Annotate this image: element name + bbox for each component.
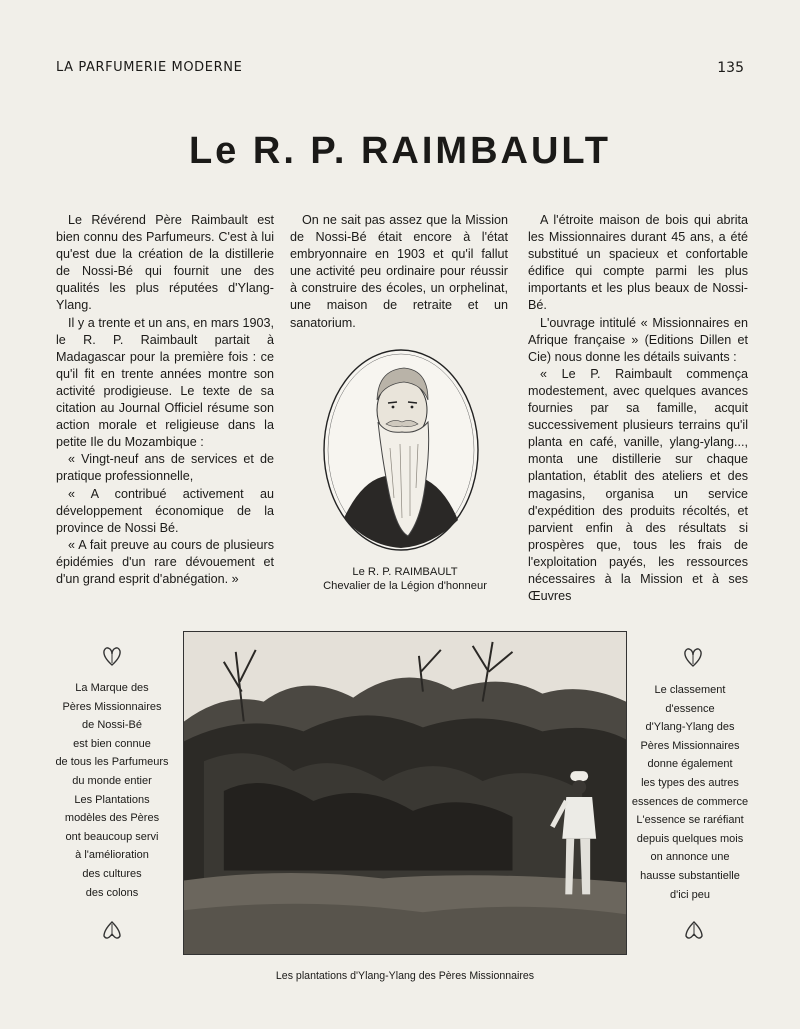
sidebar-line: L'essence se raréfiant — [636, 814, 744, 827]
sidebar-line: de tous les Parfumeurs — [55, 756, 169, 769]
right-column — [528, 212, 748, 605]
sidebar-line: d'ici peu — [669, 888, 710, 901]
leaf-ornament-icon — [101, 920, 123, 942]
portrait-caption-name: Le R. P. RAIMBAULT — [352, 566, 458, 578]
middle-column — [290, 212, 508, 332]
publication-header: LA PARFUMERIE MODERNE — [56, 60, 243, 75]
paragraph: Il y a trente et un ans, en mars 1903, le R. P. Raimbault partait à Madagascar pour la première fois : ce qu'il fit en trente années montre son activité prodigieuse. Le texte de sa citation au Journal Officiel résume son action morale et religieuse dans la petite Ile du Mozambique : — [56, 315, 274, 450]
sidebar-line: des cultures — [82, 867, 142, 880]
paragraph: « Vingt-neuf ans de services et de pratique professionnelle, — [56, 452, 274, 484]
sidebar-line: hausse substantielle — [640, 869, 740, 882]
sidebar-line: ont beaucoup servi — [65, 830, 159, 843]
page-number: 135 — [717, 60, 744, 76]
article-title: Le R. P. RAIMBAULT — [188, 130, 612, 172]
sidebar-line: est bien connue — [73, 737, 151, 750]
sidebar-line: les types des autres — [641, 776, 739, 789]
paragraph: « A fait preuve au cours de plusieurs épidémies d'un rare dévouement et d'un grand esprit d'abnégation. » — [56, 537, 274, 586]
sidebar-line: depuis quelques mois — [636, 832, 744, 845]
portrait-image — [322, 348, 480, 552]
sidebar-line: Le classement — [654, 684, 726, 696]
right-sidebar-box — [628, 681, 752, 904]
sidebar-line: du monde entier — [72, 774, 152, 787]
sidebar-line: d'Ylang-Ylang des — [645, 721, 735, 734]
paragraph: L'ouvrage intitulé « Missionnaires en Afrique française » (Editions Dillen et Cie) nous donne les détails suivants : — [528, 315, 748, 364]
plantation-photo — [183, 631, 627, 955]
left-sidebar-box — [50, 679, 174, 902]
left-column — [56, 212, 274, 588]
paragraph: « A contribué activement au développement économique de la province de Nossi Bé. — [56, 486, 274, 535]
sidebar-line: à l'amélioration — [75, 849, 149, 862]
sidebar-line: La Marque des — [75, 682, 149, 694]
sidebar-line: de Nossi-Bé — [82, 719, 142, 732]
sidebar-line: d'essence — [665, 702, 715, 715]
paragraph: On ne sait pas assez que la Mission de Nossi-Bé était encore à l'état embryonnaire en 1903 et qu'il fallut une activité peu ordinaire pour réussir à construire des écoles, un orphelinat, une maison de retraite et un sanatorium. — [290, 213, 508, 330]
leaf-ornament-icon — [683, 920, 705, 942]
photo-caption: Les plantations d'Ylang-Ylang des Pères Missionnaires — [275, 970, 535, 982]
sidebar-line: Pères Missionnaires — [62, 700, 162, 713]
heart-ornament-icon — [682, 646, 704, 668]
paragraph: « Le P. Raimbault commença modestement, avec quelques avances fournies par sa famille, acquit successivement plusieurs terrains qu'il planta en café, vanille, ylang-ylang..., monta une distillerie sur chaque plantation, établit des ateliers et des magasins, organisa un service d'expédition des produits récoltés, et parvient enfin à des résultats si prospères que, tous les frais de l'exploitation payés, les ressources nécessaires à la Mission et à ses Œuvres — [528, 366, 748, 604]
heart-ornament-icon — [101, 645, 123, 667]
sidebar-line: donne également — [647, 758, 733, 771]
sidebar-line: Les Plantations — [74, 793, 150, 806]
paragraph: A l'étroite maison de bois qui abrita les Missionnaires durant 45 ans, a été substitué un spacieux et confortable édifice qui compte parmi les plus importants et les plus beaux de Nossi-Bé. — [528, 213, 748, 313]
portrait-caption-honor: Chevalier de la Légion d'honneur — [323, 580, 487, 592]
sidebar-line: modèles des Pères — [64, 812, 160, 825]
sidebar-line: des colons — [85, 886, 139, 899]
portrait-caption — [300, 565, 510, 593]
sidebar-line: Pères Missionnaires — [640, 739, 740, 752]
paragraph: Le Révérend Père Raimbault est bien connu des Parfumeurs. C'est à lui qu'est due la création de la distillerie de Nossi-Bé qui fournit une des qualités les plus réputées d'Ylang-Ylang. — [56, 213, 274, 313]
sidebar-line: essences de commerce — [631, 795, 749, 808]
sidebar-line: on annonce une — [650, 851, 730, 864]
